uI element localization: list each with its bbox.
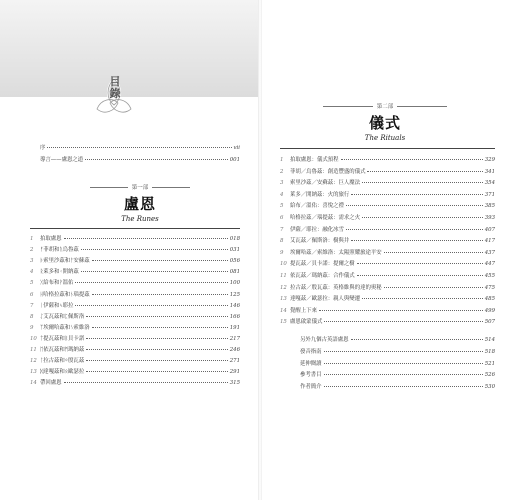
toc-entry-title: ᛏ提瓦茲和ᛒ貝卡諾 bbox=[40, 335, 85, 342]
part2-divider bbox=[280, 148, 495, 149]
leader-dots bbox=[324, 321, 482, 322]
part1-title: 盧恩 bbox=[123, 195, 156, 213]
toc-entry[interactable] bbox=[30, 247, 240, 253]
leader-dots bbox=[81, 271, 228, 272]
toc-entry[interactable] bbox=[280, 285, 495, 291]
toc-entry-title: 達嘎茲／歐瑟拉：親人與變遷 bbox=[290, 296, 361, 303]
toc-entry[interactable] bbox=[30, 369, 240, 375]
toc-entry-number: 1 bbox=[280, 157, 284, 163]
leader-dots bbox=[341, 159, 483, 160]
toc-entry-number: 5 bbox=[30, 280, 34, 287]
toc-entry-page: 031 bbox=[229, 247, 240, 254]
toc-entry-title: 拉古茲／殷瓦茲：英格維與的達的奧秘 bbox=[290, 284, 382, 291]
toc-entry-number: 7 bbox=[30, 302, 34, 309]
toc-entry-page: 146 bbox=[229, 302, 240, 309]
toc-entry-number: 12 bbox=[280, 284, 287, 291]
toc-entry[interactable] bbox=[30, 236, 240, 242]
toc-entry-page: 100 bbox=[229, 280, 240, 287]
toc-entry[interactable] bbox=[280, 308, 495, 314]
toc-entry-title: ᛇ艾瓦茲和ᛈ佩斯洛 bbox=[40, 313, 85, 320]
toc-entry-number: 4 bbox=[30, 269, 34, 276]
toc-entry-number: 11 bbox=[280, 273, 287, 279]
toc-entry[interactable] bbox=[30, 358, 240, 364]
toc-entry-title: ᛚ拉古茲和ᛜ殷瓦茲 bbox=[40, 358, 85, 365]
part1-subtitle: The Runes bbox=[121, 215, 159, 223]
toc-entry-page: 056 bbox=[229, 258, 240, 265]
toc-entry-page: 341 bbox=[484, 168, 495, 175]
toc-entry[interactable] bbox=[30, 258, 240, 264]
toc-entry-number: 5 bbox=[280, 203, 284, 210]
toc-entry-number: 2 bbox=[30, 247, 34, 254]
toc-entry-number: 4 bbox=[280, 191, 284, 198]
toc-entry-title: 另外九個古英語盧恩 bbox=[300, 337, 349, 343]
toc-entry-number: 9 bbox=[30, 324, 34, 331]
toc-entry-number: 11 bbox=[30, 347, 37, 353]
toc-entry-number: 8 bbox=[280, 238, 284, 245]
toc-entry-page: 018 bbox=[229, 236, 240, 242]
toc-entry-page: 125 bbox=[229, 291, 240, 298]
part2-subtitle: The Rituals bbox=[364, 134, 406, 142]
leader-dots bbox=[86, 371, 227, 372]
leader-dots bbox=[324, 363, 483, 364]
toc-entry-page: 371 bbox=[484, 191, 495, 198]
part2-title: 儀式 bbox=[368, 114, 401, 132]
toc-entry-number: 2 bbox=[280, 168, 284, 175]
toc-entry-number: 1 bbox=[30, 236, 34, 242]
toc-entry[interactable] bbox=[280, 273, 495, 279]
leader-dots bbox=[64, 238, 228, 239]
leader-dots bbox=[362, 217, 483, 218]
toc-entry[interactable] bbox=[280, 157, 495, 163]
toc-entry-number: 9 bbox=[280, 249, 284, 256]
leader-dots bbox=[357, 263, 483, 264]
toc-entry-title: 盧恩啟蒙儀式 bbox=[290, 319, 323, 326]
toc-entry-number: 6 bbox=[280, 215, 284, 221]
toc-entry-page: 507 bbox=[484, 319, 495, 326]
toc-entry[interactable] bbox=[280, 180, 495, 186]
toc-entry[interactable] bbox=[280, 238, 495, 244]
toc-entry[interactable] bbox=[30, 303, 240, 309]
toc-entry-title: 拍取盧恩 bbox=[40, 236, 62, 242]
toc-entry-number: 13 bbox=[280, 296, 287, 303]
toc-entry-title: 伊薩／耶拉：融化冰雪 bbox=[290, 226, 344, 233]
toc-entry-number: 14 bbox=[280, 307, 287, 314]
toc-entry-page: 447 bbox=[484, 261, 495, 268]
toc-entry-title: 發音指南 bbox=[300, 348, 322, 355]
toc-entry-page: 417 bbox=[484, 238, 495, 245]
leader-dots bbox=[86, 349, 227, 350]
toc-entry-title: 提瓦茲／貝卡諾：提爾之樹 bbox=[290, 261, 355, 268]
leader-dots bbox=[351, 339, 483, 340]
toc-entry-number: 14 bbox=[30, 380, 37, 387]
leader-dots bbox=[384, 287, 483, 288]
toc-entry-page: 191 bbox=[229, 324, 240, 331]
toc-entry-page: 514 bbox=[484, 337, 495, 343]
toc-entry-page: 385 bbox=[484, 203, 495, 210]
leader-dots bbox=[351, 240, 482, 241]
toc-entry-title: ᚷ給布和ᚹ溫佑 bbox=[40, 280, 74, 287]
toc-entry[interactable] bbox=[30, 314, 240, 320]
toc-entry[interactable] bbox=[300, 349, 495, 355]
toc-entry-title: 參考書目 bbox=[300, 372, 322, 379]
leader-dots bbox=[362, 182, 483, 183]
part1-label: 第一部 bbox=[131, 185, 149, 191]
toc-entry-title: 帶回盧恩 bbox=[40, 380, 62, 387]
leader-dots bbox=[319, 310, 483, 311]
toc-entry-title: 艾瓦茲／佩斯洛：樹與井 bbox=[290, 238, 350, 245]
toc-entry-title: 菲胡／烏魯茲：創造豐盛的儀式 bbox=[290, 168, 366, 175]
toc-entry[interactable] bbox=[300, 337, 495, 343]
toc-entry-page: 437 bbox=[484, 249, 495, 256]
part2-label: 第二部 bbox=[376, 104, 394, 110]
leader-dots bbox=[86, 338, 227, 339]
toc-entry[interactable] bbox=[280, 215, 495, 221]
toc-entry-number: 10 bbox=[280, 261, 287, 268]
toc-entry[interactable] bbox=[300, 361, 495, 367]
toc-entry[interactable] bbox=[280, 169, 495, 175]
toc-entry-number: 15 bbox=[280, 319, 287, 326]
toc-entry-page: 166 bbox=[229, 313, 240, 320]
toc-entry[interactable] bbox=[280, 192, 495, 198]
leader-dots bbox=[86, 360, 227, 361]
part1-heading bbox=[40, 183, 240, 223]
toc-entry-title: 埃爾哈茲／索維洛：太陽照耀旅途平安 bbox=[290, 249, 382, 256]
toc-entry[interactable] bbox=[300, 372, 495, 378]
leader-dots bbox=[92, 294, 228, 295]
toc-entry-page: 485 bbox=[484, 296, 495, 303]
toc-entry-title: ᛞ達嘎茲和ᛟ歐瑟拉 bbox=[40, 369, 85, 376]
toc-entry-page: 455 bbox=[484, 273, 495, 279]
toc-entry-page: 246 bbox=[229, 347, 240, 353]
toc-entry-title: 索里沙茲／安蘇茲：巨人魔法 bbox=[290, 180, 361, 187]
toc-entry[interactable] bbox=[300, 384, 495, 390]
leader-dots bbox=[92, 260, 228, 261]
toc-entry[interactable] bbox=[280, 203, 495, 209]
toc-entry-title: 拍取盧恩：儀式預程 bbox=[290, 157, 339, 163]
toc-entry[interactable] bbox=[280, 261, 495, 267]
toc-entry-title: 作者簡介 bbox=[300, 384, 322, 391]
toc-entry-title: 哈格拉茲／瑙提茲：需求之火 bbox=[290, 215, 361, 221]
toc-entry-number: 13 bbox=[30, 369, 37, 376]
leader-dots bbox=[351, 194, 482, 195]
toc-entry-page: 315 bbox=[229, 380, 240, 387]
toc-entry-page: 530 bbox=[484, 384, 495, 391]
toc-entry-title: ᚱ萊多和ᚲ開納茲 bbox=[40, 269, 79, 276]
toc-entry-number: 10 bbox=[30, 335, 37, 342]
toc-entry-title: 延伸閱讀 bbox=[300, 360, 322, 367]
leader-dots bbox=[75, 305, 227, 306]
toc-entry[interactable] bbox=[30, 380, 240, 386]
toc-entry-page: 521 bbox=[484, 360, 495, 367]
toc-entry-page: 407 bbox=[484, 226, 495, 233]
toc-entry-page: 499 bbox=[484, 307, 495, 314]
toc-entry-page: 271 bbox=[229, 358, 240, 365]
leader-dots bbox=[346, 229, 483, 230]
toc-entry-page: 475 bbox=[484, 284, 495, 291]
toc-entry-page: 518 bbox=[484, 348, 495, 355]
toc-entry[interactable] bbox=[30, 269, 240, 275]
leader-dots bbox=[81, 249, 228, 250]
toc-entry-number: 3 bbox=[30, 258, 34, 265]
toc-entry-page: 393 bbox=[484, 215, 495, 221]
toc-entry[interactable] bbox=[280, 227, 495, 233]
toc-entry[interactable] bbox=[30, 347, 240, 353]
toc-entry-page: 526 bbox=[484, 372, 495, 379]
toc-entry-title: 覺醒上下來 bbox=[290, 307, 317, 314]
toc-entry[interactable] bbox=[30, 292, 240, 298]
leader-dots bbox=[324, 386, 483, 387]
leader-dots bbox=[384, 252, 483, 253]
toc-entry-number: 7 bbox=[280, 226, 284, 233]
toc-entry-page: 081 bbox=[229, 269, 240, 276]
toc-title: 目錄 bbox=[109, 75, 121, 100]
leader-dots bbox=[367, 171, 482, 172]
toc-entry[interactable] bbox=[280, 296, 495, 302]
leader-dots bbox=[324, 351, 483, 352]
toc-entry-preface[interactable]: 序 vii bbox=[40, 145, 240, 151]
leader-dots bbox=[346, 205, 483, 206]
leader-dots bbox=[362, 298, 483, 299]
toc-entry-title: ᚠ菲胡和ᚢ烏魯茲 bbox=[40, 247, 79, 254]
toc-entry-title: 萊多／開納茲：火的旅行 bbox=[290, 191, 350, 198]
toc-entry-page: 354 bbox=[484, 180, 495, 187]
toc-entry-title: ᚺ哈格拉茲和ᚾ瑙提茲 bbox=[40, 291, 90, 298]
toc-entry-number: 6 bbox=[30, 291, 34, 298]
toc-entry-page: 291 bbox=[229, 369, 240, 376]
toc-entry-title: 依瓦茲／瑪納茲：合作儀式 bbox=[290, 273, 355, 279]
toc-entry-title: ᛖ依瓦茲和ᛗ瑪納茲 bbox=[40, 347, 85, 353]
toc-entry[interactable] bbox=[30, 336, 240, 342]
toc-entry[interactable] bbox=[280, 319, 495, 325]
toc-entry-page: 217 bbox=[229, 335, 240, 342]
leader-dots bbox=[357, 275, 483, 276]
leader-dots bbox=[75, 282, 227, 283]
part1-divider bbox=[30, 228, 240, 229]
part2-heading bbox=[280, 102, 490, 142]
toc-entry[interactable] bbox=[30, 280, 240, 286]
toc-entry-title: ᚦ索里沙茲和ᚨ安蘇茲 bbox=[40, 258, 90, 265]
toc-entry[interactable] bbox=[30, 325, 240, 331]
leader-dots bbox=[64, 382, 228, 383]
toc-entry-number: 12 bbox=[30, 358, 37, 365]
toc-entry[interactable] bbox=[280, 250, 495, 256]
toc-entry-title: 給布／溫佑：喜悅之禮 bbox=[290, 203, 344, 210]
leader-dots bbox=[86, 316, 227, 317]
right-page bbox=[260, 0, 520, 500]
toc-entry-title: ᛁ伊薩和ᛃ耶拉 bbox=[40, 302, 74, 309]
leader-dots bbox=[324, 374, 483, 375]
toc-entry-page: 329 bbox=[484, 157, 495, 163]
toc-entry-number: 3 bbox=[280, 180, 284, 187]
toc-entry-introduction[interactable]: 導言——盧恩之道 001 bbox=[40, 157, 240, 163]
toc-entry-title: ᛉ埃爾哈茲和ᛊ索維洛 bbox=[40, 324, 90, 331]
toc-entry-number: 8 bbox=[30, 313, 34, 320]
leader-dots bbox=[92, 327, 228, 328]
